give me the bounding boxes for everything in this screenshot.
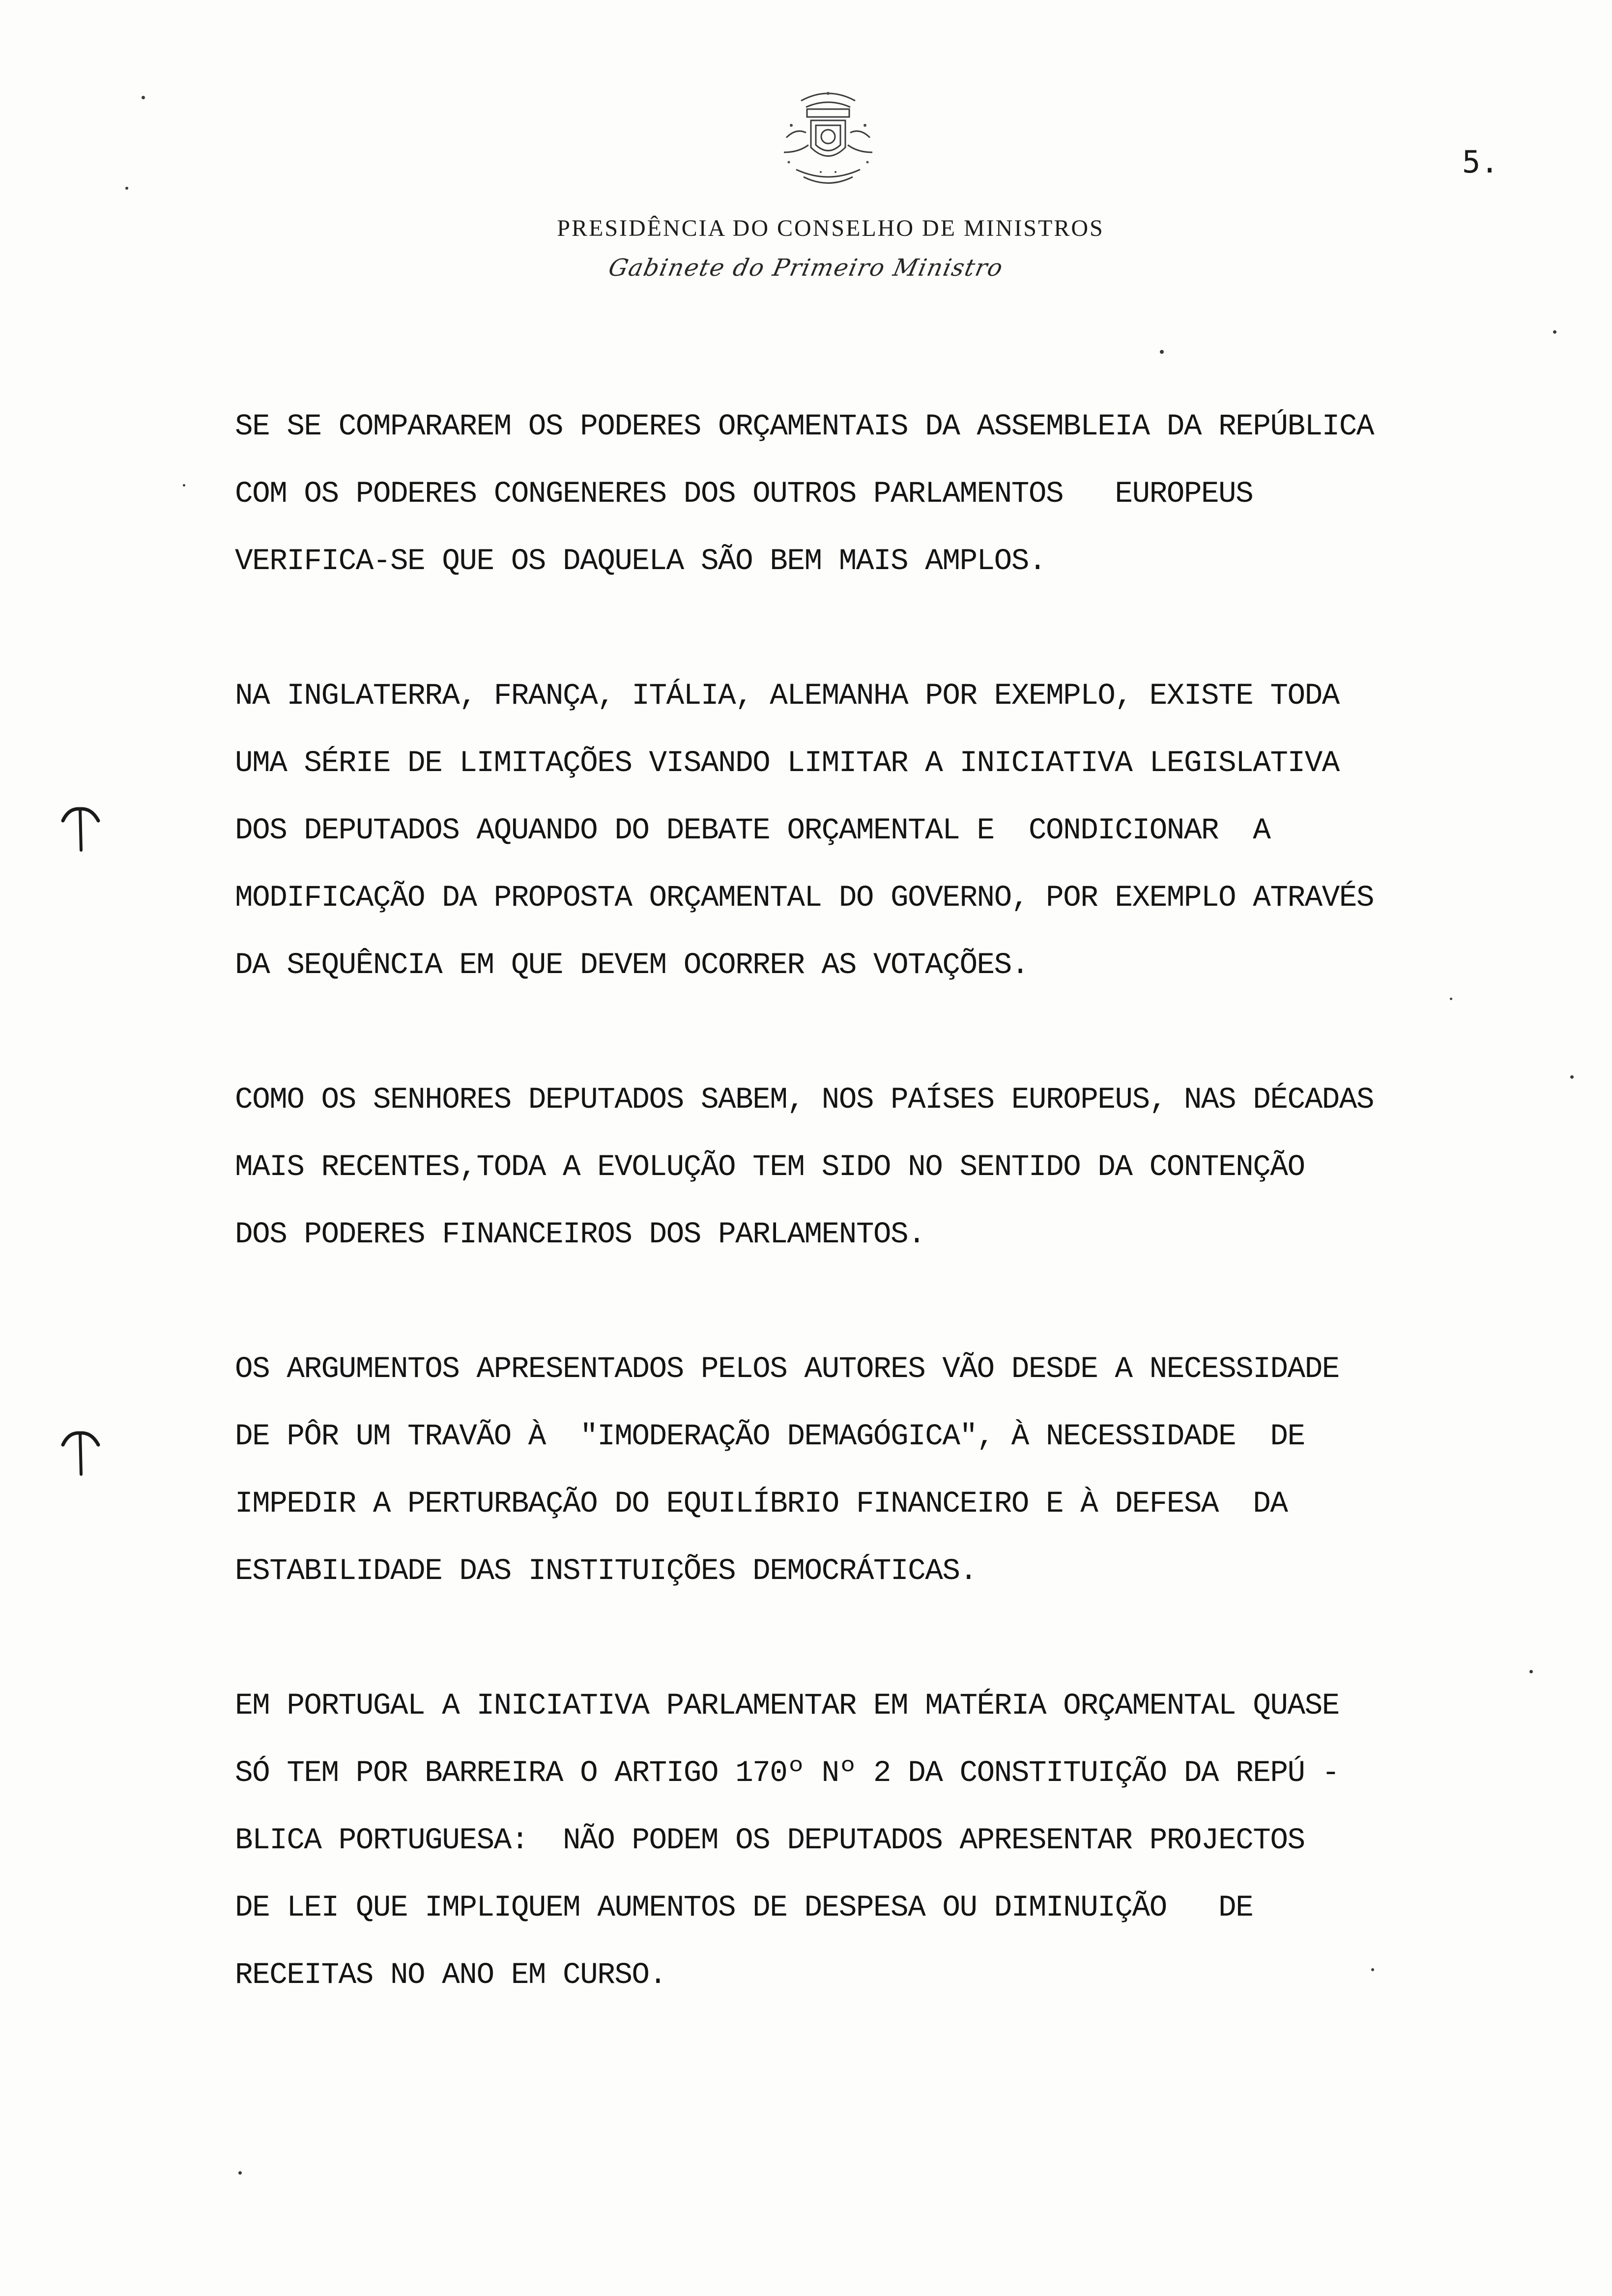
- paragraph: [235, 662, 1572, 999]
- text-line: ESTABILIDADE DAS INSTITUIÇÕES DEMOCRÁTICAS.: [235, 1554, 977, 1588]
- coat-of-arms-icon: [767, 79, 890, 201]
- text-line: UMA SÉRIE DE LIMITAÇÕES VISANDO LIMITAR A INICIATIVA LEGISLATIVA: [235, 746, 1339, 780]
- paper-speck: [1450, 998, 1452, 1000]
- text-line: COMO OS SENHORES DEPUTADOS SABEM, NOS PAÍSES EUROPEUS, NAS DÉCADAS: [235, 1083, 1374, 1117]
- text-line: DE LEI QUE IMPLIQUEM AUMENTOS DE DESPESA OU DIMINUIÇÃO DE: [235, 1891, 1253, 1925]
- text-line: NA INGLATERRA, FRANÇA, ITÁLIA, ALEMANHA POR EXEMPLO, EXISTE TODA: [235, 679, 1339, 713]
- text-line: VERIFICA-SE QUE OS DAQUELA SÃO BEM MAIS AMPLOS.: [235, 545, 1046, 578]
- text-line: SE SE COMPARAREM OS PODERES ORÇAMENTAIS DA ASSEMBLEIA DA REPÚBLICA: [235, 410, 1374, 444]
- paragraph: [235, 1066, 1572, 1268]
- text-line: OS ARGUMENTOS APRESENTADOS PELOS AUTORES VÃO DESDE A NECESSIDADE: [235, 1352, 1339, 1386]
- paper-speck: [1553, 330, 1556, 334]
- text-line: MODIFICAÇÃO DA PROPOSTA ORÇAMENTAL DO GOVERNO, POR EXEMPLO ATRAVÉS: [235, 881, 1374, 915]
- margin-t-mark-icon: [58, 801, 102, 855]
- text-line: IMPEDIR A PERTURBAÇÃO DO EQUILÍBRIO FINANCEIRO E À DEFESA DA: [235, 1487, 1288, 1521]
- text-line: DA SEQUÊNCIA EM QUE DEVEM OCORRER AS VOTAÇÕES.: [235, 948, 1029, 982]
- paper-speck: [1160, 350, 1164, 354]
- text-line: BLICA PORTUGUESA: NÃO PODEM OS DEPUTADOS APRESENTAR PROJECTOS: [235, 1824, 1305, 1858]
- paper-speck: [125, 187, 128, 190]
- paper-speck: [238, 2171, 242, 2175]
- text-line: DOS PODERES FINANCEIROS DOS PARLAMENTOS.: [235, 1218, 925, 1252]
- paper-speck: [1529, 1670, 1533, 1673]
- paragraph: [235, 393, 1572, 595]
- text-line: EM PORTUGAL A INICIATIVA PARLAMENTAR EM MATÉRIA ORÇAMENTAL QUASE: [235, 1689, 1339, 1723]
- text-line: SÓ TEM POR BARREIRA O ARTIGO 170º Nº 2 DA CONSTITUIÇÃO DA REPÚ -: [235, 1756, 1339, 1790]
- paper-speck: [1570, 1075, 1574, 1079]
- text-line: COM OS PODERES CONGENERES DOS OUTROS PARLAMENTOS EUROPEUS: [235, 477, 1253, 511]
- margin-t-mark-icon: [58, 1425, 102, 1479]
- paper-speck: [1371, 1968, 1374, 1971]
- text-line: RECEITAS NO ANO EM CURSO.: [235, 1958, 666, 1992]
- paper-speck: [142, 96, 145, 99]
- letterhead-title: PRESIDÊNCIA DO CONSELHO DE MINISTROS: [557, 215, 1104, 241]
- paragraph: [235, 1336, 1572, 1605]
- document-body: [235, 393, 1572, 2076]
- text-line: MAIS RECENTES,TODA A EVOLUÇÃO TEM SIDO NO SENTIDO DA CONTENÇÃO: [235, 1150, 1305, 1184]
- text-line: DE PÔR UM TRAVÃO À "IMODERAÇÃO DEMAGÓGICA", À NECESSIDADE DE: [235, 1420, 1305, 1454]
- paragraph: [235, 1672, 1572, 2009]
- page-number: 5.: [1462, 144, 1499, 180]
- text-line: DOS DEPUTADOS AQUANDO DO DEBATE ORÇAMENTAL E CONDICIONAR A: [235, 814, 1270, 848]
- letterhead-subtitle: Gabinete do Primeiro Ministro: [606, 254, 1006, 282]
- paper-speck: [183, 484, 185, 487]
